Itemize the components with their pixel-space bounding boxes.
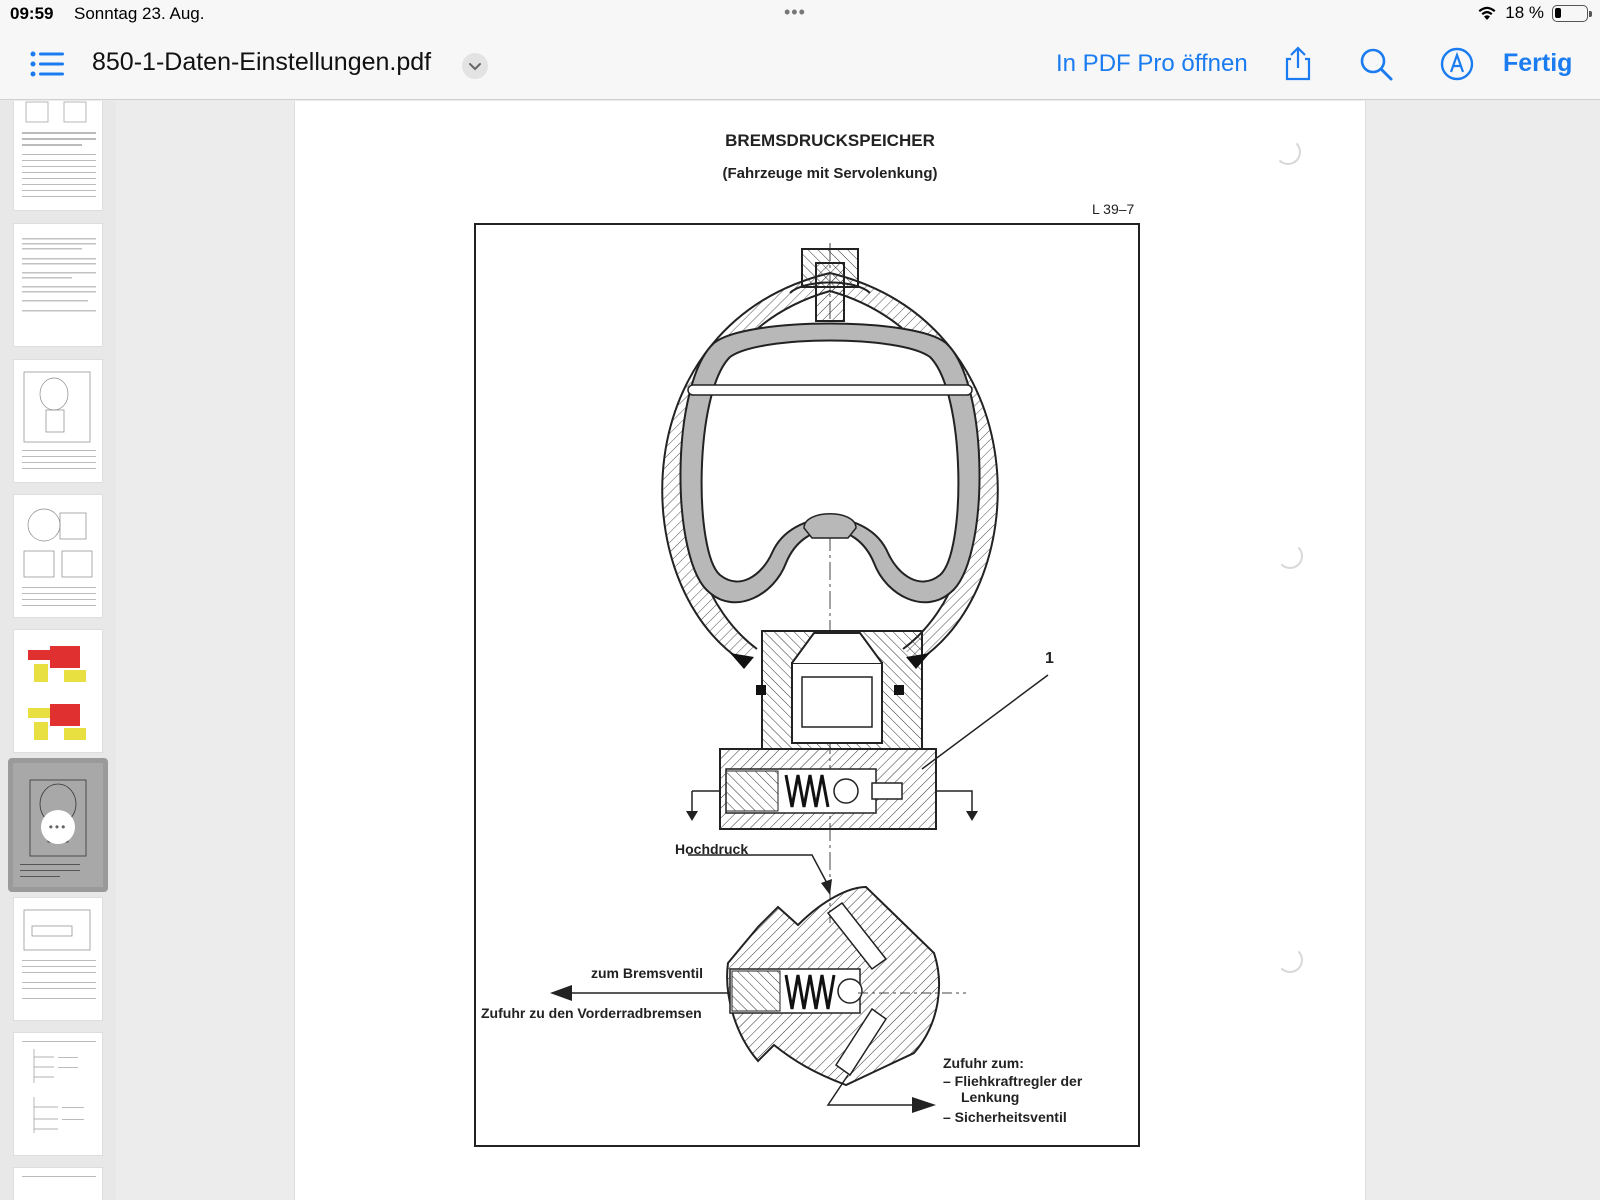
thumbnail-preview [14, 495, 103, 618]
thumbnail-preview [14, 1168, 103, 1200]
zufuhr-item-1-line-2: Lenkung [961, 1089, 1020, 1105]
page-thumbnail[interactable] [13, 629, 103, 753]
status-right [1477, 3, 1588, 23]
search-icon[interactable] [1358, 46, 1394, 82]
page-thumbnail[interactable] [13, 359, 103, 483]
chevron-down-icon [462, 53, 488, 79]
thumbnail-preview [14, 224, 103, 347]
hochdruck-label: Hochdruck [675, 841, 749, 857]
thumbnail-options-badge[interactable]: ••• [41, 810, 75, 844]
zufuhr-zum-label: Zufuhr zum: [943, 1055, 1024, 1071]
zum-bremsventil-label: zum Bremsventil [591, 965, 704, 981]
toolbar [0, 28, 1600, 100]
markup-icon[interactable] [1439, 46, 1475, 82]
page-heading: BREMSDRUCKSPEICHER [725, 131, 935, 150]
open-in-pdf-pro-button[interactable]: In PDF Pro öffnen [1056, 50, 1248, 77]
thumbnail-preview [14, 101, 103, 211]
page-thumbnail[interactable] [13, 1167, 103, 1200]
punch-hole-mark [1277, 947, 1303, 973]
punch-hole-mark [1277, 543, 1303, 569]
status-bar [0, 0, 1600, 28]
figure-reference: L 39–7 [1092, 201, 1135, 217]
document-viewer[interactable] [116, 101, 1600, 1200]
status-date: Sonntag 23. Aug. [74, 4, 205, 23]
page-subheading: (Fahrzeuge mit Servolenkung) [722, 165, 938, 182]
thumbnail-preview [14, 630, 103, 753]
wifi-icon [1477, 5, 1497, 21]
status-time: 09:59 [10, 4, 54, 23]
title-menu-button[interactable] [462, 53, 488, 79]
thumbnail-preview [14, 1033, 103, 1156]
list-icon[interactable] [30, 50, 64, 78]
thumbnail-preview [14, 360, 103, 483]
pdf-page [294, 101, 1366, 1200]
thumbnail-preview [14, 898, 103, 1021]
battery-icon [1552, 5, 1588, 22]
part-number-label: 1 [1045, 650, 1054, 667]
zufuhr-item-2: – Sicherheitsventil [943, 1109, 1067, 1125]
page-thumbnail[interactable] [13, 101, 103, 211]
page-thumbnail[interactable] [13, 223, 103, 347]
page-thumbnail[interactable] [13, 494, 103, 618]
page-thumbnail-selected[interactable] [8, 758, 108, 892]
page-thumbnail[interactable] [13, 1032, 103, 1156]
page-thumbnail[interactable] [13, 897, 103, 1021]
battery-percent: 18 % [1505, 3, 1544, 22]
multitask-dots[interactable]: ••• [784, 2, 806, 22]
done-button[interactable]: Fertig [1503, 49, 1573, 77]
punch-hole-mark [1275, 139, 1301, 165]
zufuhr-item-1-line-1: – Fliehkraftregler der [943, 1073, 1083, 1089]
share-icon[interactable] [1280, 46, 1316, 82]
thumbnail-sidebar [0, 101, 116, 1200]
document-title[interactable]: 850-1-Daten-Einstellungen.pdf [92, 48, 432, 76]
zufuhr-vorderradbremsen-label: Zufuhr zu den Vorderradbremsen [481, 1005, 702, 1021]
